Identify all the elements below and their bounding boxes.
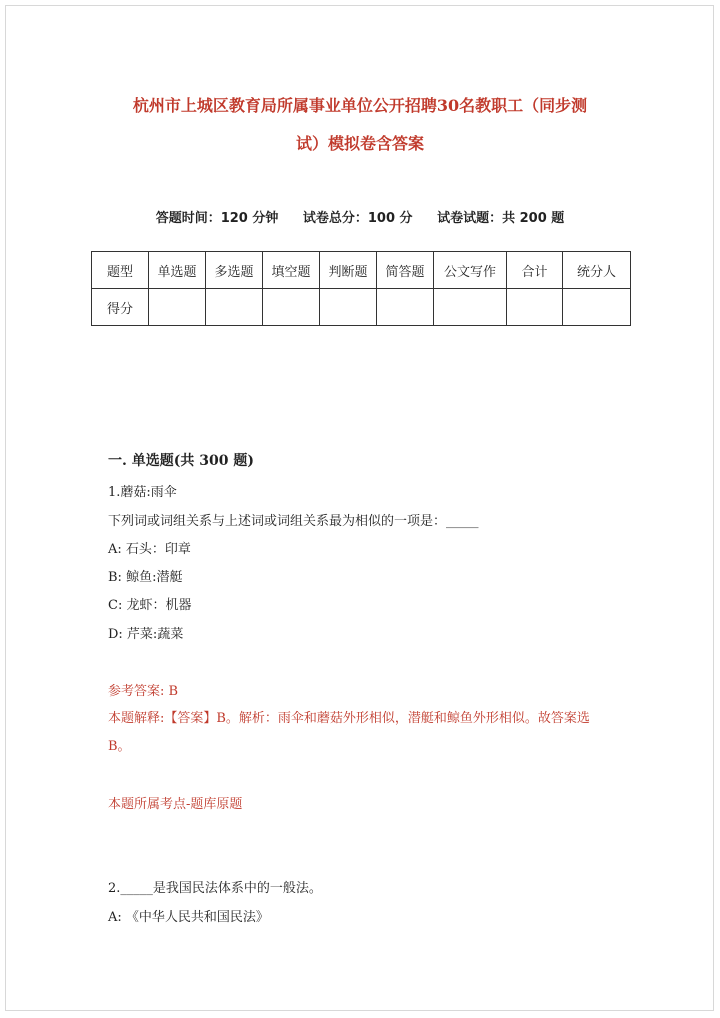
header-cell: 题型 [92, 252, 149, 289]
score-cell [563, 289, 631, 326]
q2-option-a: A: 《中华人民共和国民法》 [108, 910, 269, 925]
header-cell: 单选题 [149, 252, 206, 289]
exam-count: 试卷试题：共 200 题 [437, 211, 565, 226]
score-cell [507, 289, 563, 326]
exam-total: 试卷总分：100 分 [302, 211, 413, 226]
score-cell [263, 289, 320, 326]
header-cell: 填空题 [263, 252, 320, 289]
score-table [91, 251, 631, 326]
header-cell: 简答题 [377, 252, 434, 289]
q1-topic: 本题所属考点-题库原题 [108, 797, 243, 812]
document-title-line2: 试）模拟卷含答案 [295, 134, 424, 153]
q1-answer: 参考答案: B [108, 684, 179, 699]
q1-explanation: 本题解释:【答案】B。解析：雨伞和蘑菇外形相似，潜艇和鲸鱼外形相似。故答案选 B。 [108, 711, 590, 754]
header-cell: 公文写作 [434, 252, 507, 289]
q1-option-d: D: 芹菜:蔬菜 [108, 627, 184, 642]
q2-number: 2._____是我国民法体系中的一般法。 [108, 881, 322, 896]
score-cell [149, 289, 206, 326]
q1-option-b: B: 鲸鱼:潜艇 [108, 570, 183, 585]
row-label-cell: 得分 [92, 289, 149, 326]
q1-option-a: A: 石头：印章 [108, 542, 191, 557]
header-cell: 多选题 [206, 252, 263, 289]
section-title: 一. 单选题(共 300 题) [108, 453, 254, 469]
score-cell [320, 289, 377, 326]
exam-meta [0, 207, 720, 226]
q1-option-c: C: 龙虾：机器 [108, 598, 192, 613]
score-table-score-row [92, 289, 631, 326]
header-cell: 判断题 [320, 252, 377, 289]
q1-prompt: 下列词或词组关系与上述词或词组关系最为相似的一项是：_____ [108, 514, 479, 529]
header-cell: 统分人 [563, 252, 631, 289]
q1-number: 1.蘑菇:雨伞 [108, 485, 177, 500]
score-cell [434, 289, 507, 326]
score-cell [206, 289, 263, 326]
header-cell: 合计 [507, 252, 563, 289]
exam-time: 答题时间：120 分钟 [155, 211, 279, 226]
document-title-line1: 杭州市上城区教育局所属事业单位公开招聘30名教职工（同步测 [132, 96, 588, 115]
page-border [5, 5, 714, 1011]
score-table-header-row [92, 252, 631, 289]
score-cell [377, 289, 434, 326]
